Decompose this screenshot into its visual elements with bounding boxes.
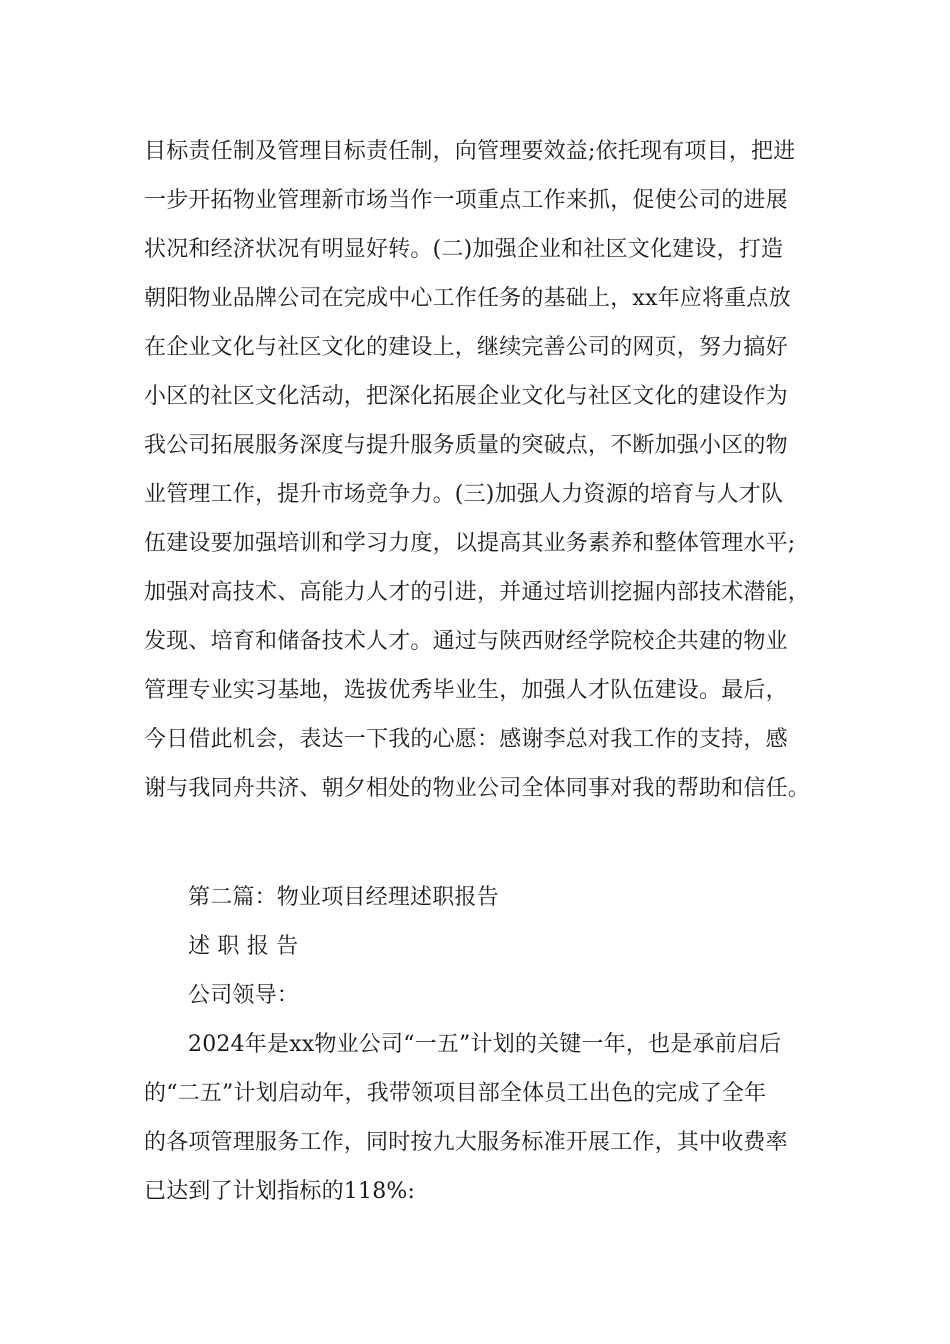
text-line: 一步开拓物业管理新市场当作一项重点工作来抓，促使公司的进展 <box>144 188 788 213</box>
section-heading: 第二篇：物业项目经理述职报告 <box>188 885 499 910</box>
text-line: 伍建设要加强培训和学习力度，以提高其业务素养和整体管理水平; <box>144 531 796 556</box>
text-line: 我公司拓展服务深度与提升服务质量的突破点，不断加强小区的物 <box>144 433 788 458</box>
text-line: 管理专业实习基地，选拔优秀毕业生，加强人才队伍建设。最后， <box>144 678 788 703</box>
text-line: 今日借此机会，表达一下我的心愿：感谢李总对我工作的支持，感 <box>144 727 788 752</box>
text-line: 小区的社区文化活动，把深化拓展企业文化与社区文化的建设作为 <box>144 384 788 409</box>
text-line: 的各项管理服务工作，同时按九大服务标准开展工作，其中收费率 <box>144 1130 788 1155</box>
text-line: 的“二五”计划启动年，我带领项目部全体员工出色的完成了全年 <box>144 1081 767 1106</box>
report-title: 述 职 报 告 <box>188 934 299 959</box>
text-line: 目标责任制及管理目标责任制，向管理要效益;依托现有项目，把进 <box>144 139 796 164</box>
text-line: 在企业文化与社区文化的建设上，继续完善公司的网页，努力搞好 <box>144 335 788 360</box>
text-line: 已达到了计划指标的118%: <box>144 1179 416 1204</box>
text-line: 业管理工作，提升市场竞争力。(三)加强人力资源的培育与人才队 <box>144 482 784 507</box>
text-line: 状况和经济状况有明显好转。(二)加强企业和社区文化建设，打造 <box>144 237 784 262</box>
salutation: 公司领导： <box>188 983 300 1008</box>
text-line: 朝阳物业品牌公司在完成中心工作任务的基础上，xx年应将重点放 <box>144 286 791 311</box>
text-line: 加强对高技术、高能力人才的引进，并通过培训挖掘内部技术潜能， <box>144 580 811 605</box>
text-line: 发现、培育和储备技术人才。通过与陕西财经学院校企共建的物业 <box>144 629 788 654</box>
text-line: 谢与我同舟共济、朝夕相处的物业公司全体同事对我的帮助和信任。 <box>144 776 811 801</box>
text-line: 2024年是xx物业公司“一五”计划的关键一年，也是承前启后 <box>188 1032 782 1057</box>
